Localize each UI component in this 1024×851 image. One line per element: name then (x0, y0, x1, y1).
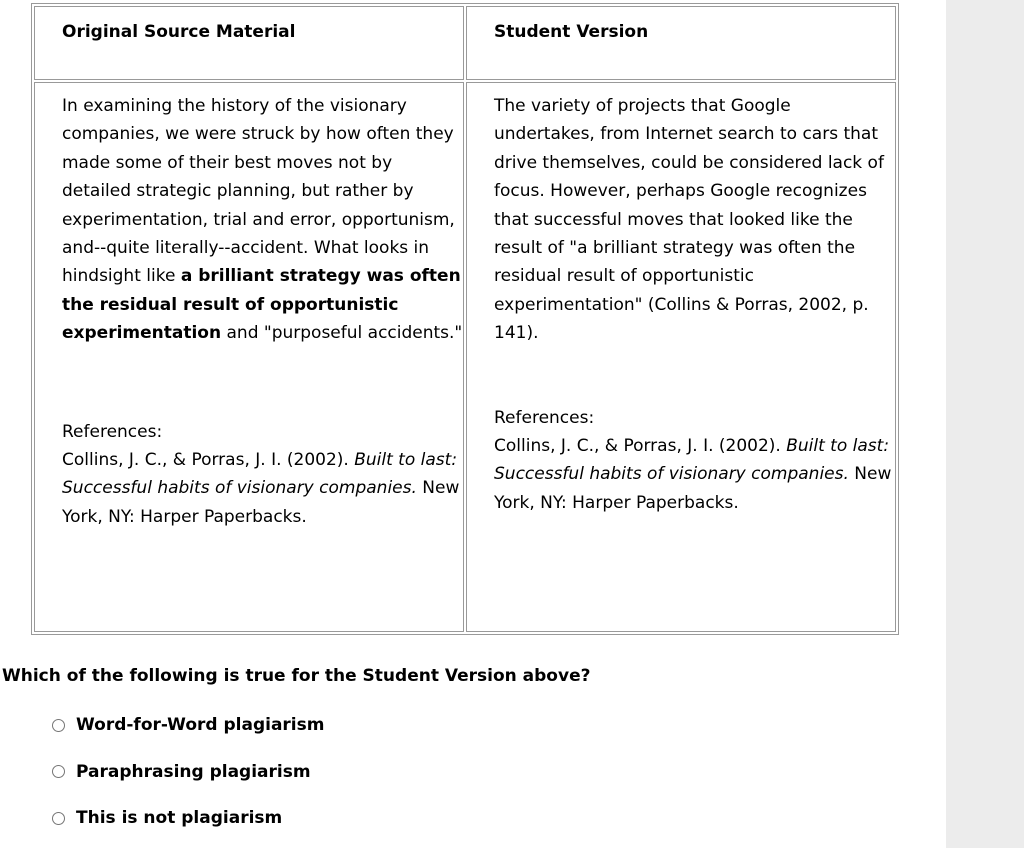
answer-options (52, 711, 324, 851)
radio-button[interactable] (52, 812, 65, 825)
radio-button[interactable] (52, 719, 65, 732)
right-sidebar (946, 0, 1024, 848)
option-word-for-word[interactable]: Word-for-Word plagiarism (52, 711, 324, 739)
student-version-cell (466, 82, 896, 632)
header-original: Original Source Material (34, 6, 464, 80)
original-source-cell (34, 82, 464, 632)
option-not-plagiarism[interactable]: This is not plagiarism (52, 804, 324, 832)
table-header-row (34, 6, 896, 80)
student-references: References: Collins, J. C., & Porras, J. I. (2002). Built to last: Successful habits of visionary companies. New York, NY: Harper Paperbacks. (494, 407, 892, 513)
option-paraphrasing[interactable]: Paraphrasing plagiarism (52, 758, 324, 786)
table-body-row (34, 82, 896, 632)
student-passage: The variety of projects that Google undertakes, from Internet search to cars that drive themselves, could be considered lack of focus. However, perhaps Google recognizes that successful moves that looked like the result of "a brilliant strategy was often the residual result of opportunistic experimentation" (Collins & Porras, 2002, p. 141). (494, 96, 884, 344)
comparison-table (31, 3, 899, 635)
original-passage: In examining the history of the visionary companies, we were struck by how often they made some of their best moves not by detailed strategic planning, but rather by experimentation, trial and error, opportunism, and--quite literally--accident. What looks in hindsight like a brilliant strategy was often the residual result of opportunistic experimentation and "purposeful accidents." (62, 96, 463, 344)
question-prompt: Which of the following is true for the Student Version above? (2, 666, 591, 686)
radio-button[interactable] (52, 765, 65, 778)
header-student: Student Version (466, 6, 896, 80)
original-references: References: Collins, J. C., & Porras, J. I. (2002). Built to last: Successful habits of visionary companies. New York, NY: Harper Paperbacks. (62, 421, 460, 527)
